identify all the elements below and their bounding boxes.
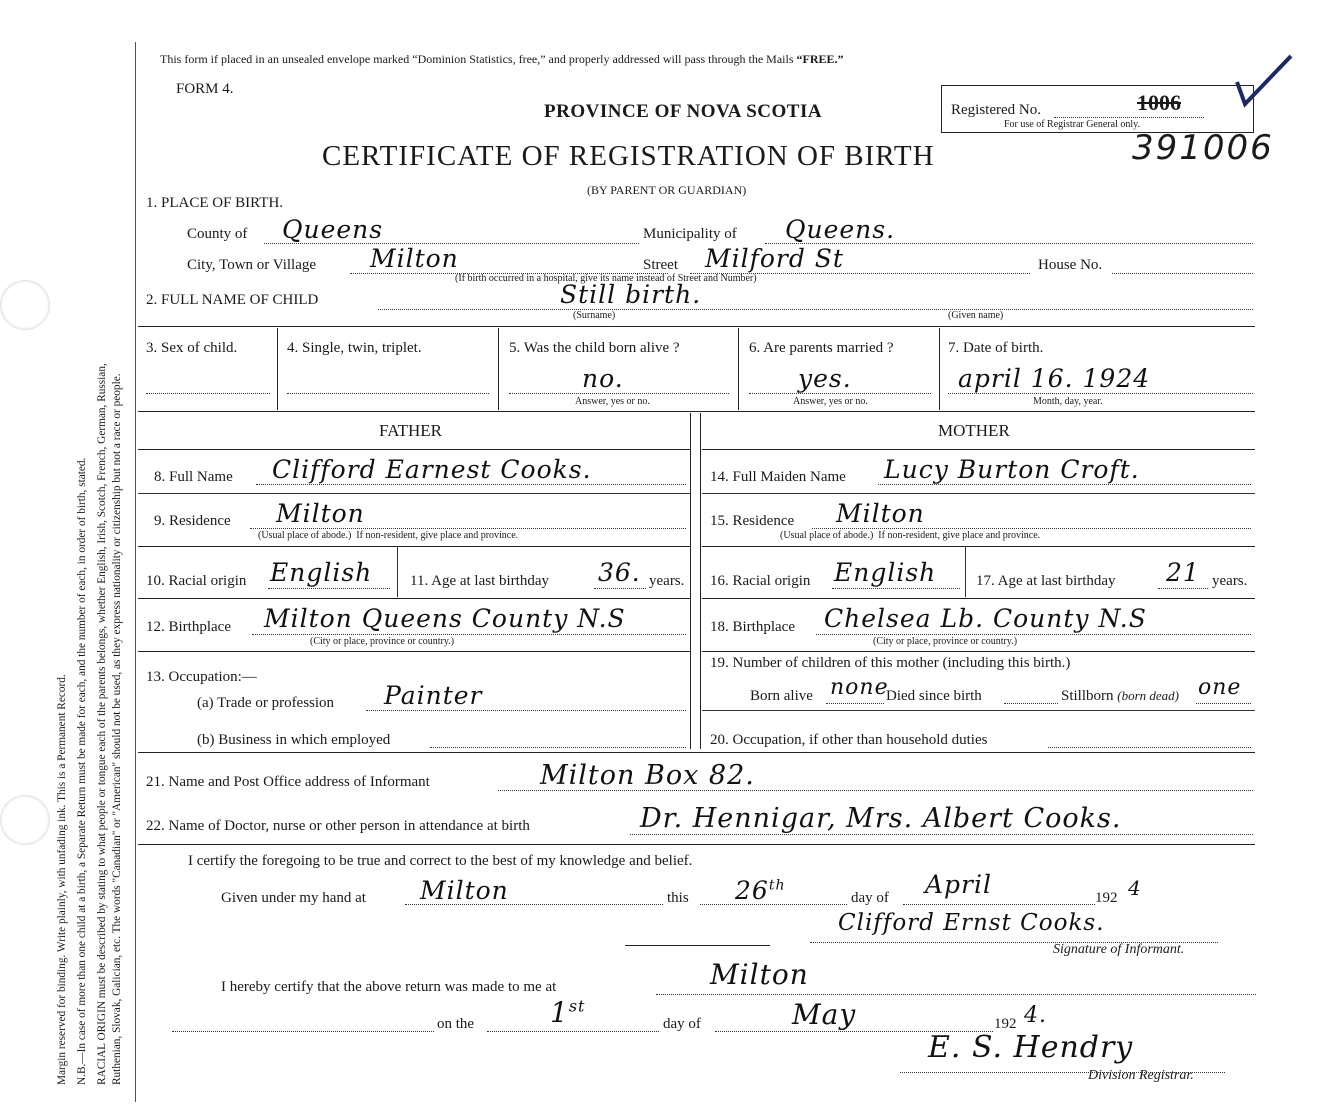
given-place-value: Milton bbox=[420, 876, 509, 905]
mother-age-label: 17. Age at last birthday bbox=[976, 573, 1116, 589]
margin-note-3: RACIAL ORIGIN must be described by stating to what people or tongue each of the parents belongs, whether English, Irish, Scotch, French, German, Russian, bbox=[96, 363, 108, 1085]
child-name-label: 2. FULL NAME OF CHILD bbox=[146, 292, 319, 308]
mother-birthplace-caption: (City or place, province or country.) bbox=[873, 636, 1018, 647]
certification-statement: I certify the foregoing to be true and correct to the best of my knowledge and belief. bbox=[188, 853, 693, 869]
informant-signature: Clifford Ernst Cooks. bbox=[838, 910, 1105, 936]
plurality-label: 4. Single, twin, triplet. bbox=[287, 340, 422, 356]
house-label: House No. bbox=[1038, 257, 1103, 273]
stillborn-value: one bbox=[1198, 675, 1242, 700]
registered-note: For use of Registrar General only. bbox=[1004, 119, 1140, 130]
street-label: Street bbox=[643, 257, 678, 273]
father-business-label: (b) Business in which employed bbox=[197, 732, 391, 748]
mother-birthplace-value: Chelsea Lb. County N.S bbox=[824, 604, 1147, 633]
given-under-label: Given under my hand at bbox=[221, 890, 366, 906]
born-alive-count-label: Born alive bbox=[750, 688, 813, 704]
stillborn-label: Stillborn (born dead) bbox=[1061, 688, 1180, 704]
county-label: County of bbox=[187, 226, 248, 242]
postal-note: This form if placed in an unsealed envelope marked “Dominion Statistics, free,” and properly addressed will pass through the Mails “FREE.” bbox=[160, 52, 844, 66]
province-heading: PROVINCE OF NOVA SCOTIA bbox=[544, 101, 823, 122]
given-day-value: 26th bbox=[735, 876, 786, 905]
father-residence-value: Milton bbox=[276, 499, 365, 528]
father-race-label: 10. Racial origin bbox=[146, 573, 247, 589]
registrar-place-value: Milton bbox=[710, 958, 809, 991]
margin-note-2: N.B.—In case of more than one child at a birth, a Separate Return must be made for each, and the number of each, in order of birth, stated. bbox=[76, 457, 88, 1085]
registrar-statement: I hereby certify that the above return was made to me at bbox=[221, 979, 557, 995]
mother-heading: MOTHER bbox=[938, 421, 1010, 440]
registered-label: Registered No. bbox=[951, 102, 1041, 118]
father-age-value: 36. bbox=[598, 558, 641, 587]
city-label: City, Town or Village bbox=[187, 257, 317, 273]
mother-residence-label: 15. Residence bbox=[710, 513, 795, 529]
registrar-signature: E. S. Hendry bbox=[928, 1030, 1134, 1065]
father-trade-label: (a) Trade or profession bbox=[197, 695, 335, 711]
certificate-title: CERTIFICATE OF REGISTRATION OF BIRTH bbox=[322, 140, 935, 172]
mother-birthplace-label: 18. Birthplace bbox=[710, 619, 795, 635]
birth-date-caption: Month, day, year. bbox=[1033, 396, 1103, 407]
registrar-month-value: May bbox=[792, 998, 857, 1031]
registrar-day-value: 1st bbox=[550, 996, 586, 1029]
mother-residence-value: Milton bbox=[836, 499, 925, 528]
margin-line bbox=[135, 42, 136, 1102]
mother-name-value: Lucy Burton Croft. bbox=[884, 455, 1140, 484]
born-alive-value: no. bbox=[582, 364, 624, 393]
father-name-label: 8. Full Name bbox=[154, 469, 233, 485]
born-alive-count-value: none bbox=[830, 675, 889, 700]
sex-label: 3. Sex of child. bbox=[146, 340, 238, 356]
informant-value: Milton Box 82. bbox=[540, 760, 755, 791]
father-trade-value: Painter bbox=[384, 681, 483, 710]
stamp-number: 391006 bbox=[1132, 128, 1274, 168]
married-value: yes. bbox=[798, 364, 852, 393]
given-day-of-label: day of bbox=[851, 890, 889, 906]
mother-name-label: 14. Full Maiden Name bbox=[710, 469, 846, 485]
certificate-subtitle: (BY PARENT OR GUARDIAN) bbox=[587, 183, 747, 197]
registrar-year-prefix: 192 bbox=[994, 1016, 1017, 1032]
given-year-prefix: 192 bbox=[1095, 890, 1118, 906]
street-value: Milford St bbox=[705, 244, 844, 273]
married-caption: Answer, yes or no. bbox=[793, 396, 868, 407]
registrar-signature-caption: Division Registrar. bbox=[1088, 1068, 1194, 1083]
municipality-label: Municipality of bbox=[643, 226, 737, 242]
child-name-value: Still birth. bbox=[560, 280, 702, 309]
mother-abode-caption: (Usual place of abode.) If non-resident, give place and province. bbox=[780, 530, 1041, 541]
married-label: 6. Are parents married ? bbox=[749, 340, 894, 356]
father-age-years: years. bbox=[649, 573, 685, 589]
mother-age-years: years. bbox=[1212, 573, 1248, 589]
mother-age-value: 21 bbox=[1166, 558, 1200, 587]
father-birthplace-caption: (City or place, province or country.) bbox=[310, 636, 455, 647]
registrar-year-value: 4. bbox=[1024, 1003, 1047, 1028]
mother-children-label: 19. Number of children of this mother (including this birth.) bbox=[710, 655, 1071, 671]
margin-note-1: Margin reserved for binding. Write plainly, with unfading ink. This is a Permanent Record. bbox=[56, 674, 68, 1085]
registrar-day-of-label: day of bbox=[663, 1016, 701, 1032]
informant-label: 21. Name and Post Office address of Informant bbox=[146, 774, 430, 790]
father-occupation-label: 13. Occupation:— bbox=[146, 669, 257, 685]
father-residence-label: 9. Residence bbox=[154, 513, 231, 529]
margin-note-4: Ruthenian, Slovak, Galician, etc. The words "Canadian" or "American" should not be used, as they express nationality or citizenship but not a race or people. bbox=[111, 373, 123, 1085]
father-heading: FATHER bbox=[379, 421, 442, 440]
father-age-label: 11. Age at last birthday bbox=[410, 573, 549, 589]
given-month-value: April bbox=[925, 870, 992, 899]
father-abode-caption: (Usual place of abode.) If non-resident, give place and province. bbox=[258, 530, 519, 541]
attendant-label: 22. Name of Doctor, nurse or other person in attendance at birth bbox=[146, 818, 530, 834]
attendant-value: Dr. Hennigar, Mrs. Albert Cooks. bbox=[640, 803, 1122, 834]
registrar-on-label: on the bbox=[437, 1016, 475, 1032]
place-of-birth-heading: 1. PLACE OF BIRTH. bbox=[146, 195, 284, 211]
binding-hole-bottom bbox=[0, 795, 50, 845]
binding-hole-top bbox=[0, 280, 50, 330]
given-year-value: 4 bbox=[1128, 876, 1142, 900]
mother-race-label: 16. Racial origin bbox=[710, 573, 811, 589]
registered-number: 1006 bbox=[1137, 90, 1181, 115]
father-name-value: Clifford Earnest Cooks. bbox=[272, 455, 592, 484]
born-alive-caption: Answer, yes or no. bbox=[575, 396, 650, 407]
mother-race-value: English bbox=[834, 558, 937, 587]
birth-date-label: 7. Date of birth. bbox=[948, 340, 1044, 356]
mother-occupation-label: 20. Occupation, if other than household duties bbox=[710, 732, 988, 748]
city-value: Milton bbox=[370, 244, 459, 273]
born-alive-label: 5. Was the child born alive ? bbox=[509, 340, 680, 356]
father-birthplace-value: Milton Queens County N.S bbox=[264, 604, 626, 633]
county-value: Queens bbox=[282, 215, 384, 244]
check-mark-icon bbox=[1235, 52, 1295, 112]
given-name-caption: (Given name) bbox=[948, 310, 1004, 321]
registered-box bbox=[941, 85, 1254, 133]
informant-signature-caption: Signature of Informant. bbox=[1053, 942, 1185, 957]
surname-caption: (Surname) bbox=[573, 310, 616, 321]
form-number: FORM 4. bbox=[176, 81, 234, 97]
father-birthplace-label: 12. Birthplace bbox=[146, 619, 231, 635]
given-this-label: this bbox=[667, 890, 689, 906]
hospital-note: (If birth occurred in a hospital, give its name instead of Street and Number) bbox=[455, 273, 757, 284]
died-since-birth-label: Died since birth bbox=[886, 688, 982, 704]
birth-date-value: april 16. 1924 bbox=[958, 364, 1151, 393]
father-race-value: English bbox=[270, 558, 373, 587]
municipality-value: Queens. bbox=[785, 215, 896, 244]
